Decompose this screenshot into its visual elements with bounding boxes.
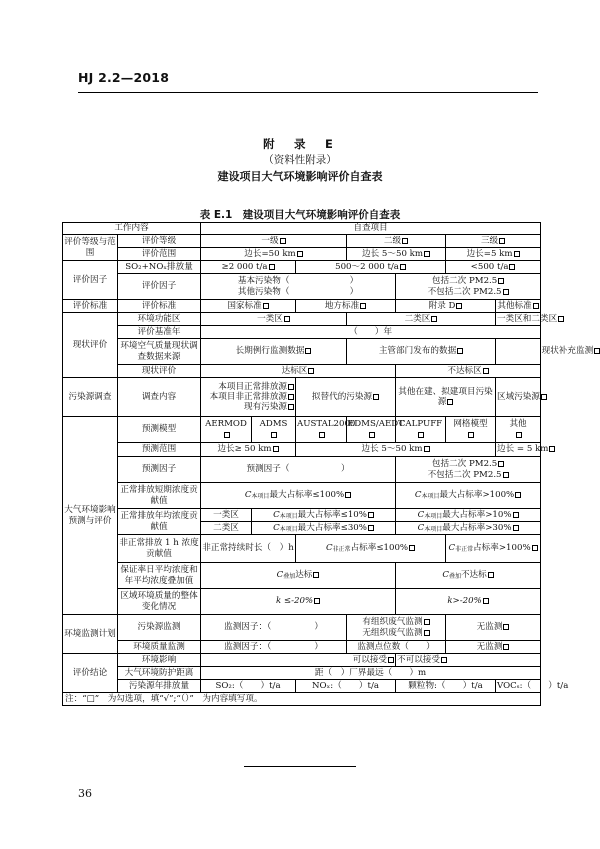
checkbox[interactable] — [368, 525, 374, 531]
checkbox[interactable] — [369, 432, 375, 438]
items-header: 自查项目 — [201, 223, 541, 235]
checkbox[interactable] — [499, 238, 505, 244]
checkbox[interactable] — [488, 572, 494, 578]
checkbox[interactable] — [284, 316, 290, 322]
checkbox[interactable] — [400, 264, 406, 270]
checkbox[interactable] — [513, 525, 519, 531]
checkbox[interactable] — [271, 432, 277, 438]
region-label: 区域环境质量的整体变化情况 — [118, 589, 201, 615]
checkbox[interactable] — [224, 432, 230, 438]
status-zone-row — [63, 313, 541, 326]
grade-level2: 二级 — [347, 235, 446, 248]
abnormal-duration: 非正常持续时长（ ）h — [201, 535, 296, 563]
checkbox[interactable] — [503, 472, 509, 478]
checkbox[interactable] — [314, 598, 320, 604]
checkbox[interactable] — [549, 446, 555, 452]
status-year-row — [63, 326, 541, 339]
monitor-none: 无监测 — [446, 615, 541, 641]
checkbox[interactable] — [418, 432, 424, 438]
self-check-table — [62, 222, 594, 706]
annual-row-1 — [63, 509, 541, 522]
appendix-type: （资料性附录） — [263, 154, 337, 166]
checkbox[interactable] — [288, 404, 294, 410]
eval-nok: 不达标区 — [396, 365, 541, 378]
region-1: k ≤-20% — [201, 589, 396, 615]
zone-label: 环境功能区 — [118, 313, 201, 326]
monitor-section: 环境监测计划 — [63, 615, 118, 654]
checkbox[interactable] — [532, 545, 538, 551]
standard-4: 其他标准 — [496, 300, 541, 313]
header-rule — [78, 92, 538, 93]
pollution-section: 污染源调查 — [63, 378, 118, 417]
impact-label: 环境影响 — [118, 654, 201, 667]
conclusion-section: 评价结论 — [63, 654, 118, 693]
work-header: 工作内容 — [63, 223, 201, 235]
checkbox[interactable] — [319, 432, 325, 438]
header-row — [63, 223, 541, 235]
checkbox[interactable] — [503, 624, 509, 630]
emission-total-label: 污染源年排放量 — [118, 680, 201, 693]
annual-label: 正常排放年均浓度贡献值 — [118, 509, 201, 535]
status-section: 现状评价 — [63, 313, 118, 378]
pollution-label: 调查内容 — [118, 378, 201, 417]
checkbox[interactable] — [308, 368, 314, 374]
monitor-env-row — [63, 641, 541, 654]
checkbox[interactable] — [280, 238, 286, 244]
checkbox[interactable] — [424, 446, 430, 452]
grade-level3: 三级 — [446, 235, 541, 248]
table-title: 表 E.1 建设项目大气环境影响评价自查表 — [199, 209, 401, 221]
region-row — [63, 589, 541, 615]
annual-a4: C本项目最大占标率>30% — [396, 522, 541, 535]
checkbox[interactable] — [297, 251, 303, 257]
annual-a3: C本项目最大占标率≤30% — [252, 522, 396, 535]
checkbox[interactable] — [503, 644, 509, 650]
grade-level-row — [63, 235, 541, 248]
checkbox[interactable] — [457, 348, 463, 354]
source-3 — [496, 339, 541, 365]
emission-2: 500～2 000 t/a — [296, 261, 446, 274]
abnormal-label: 非正常排放 1 h 浓度贡献值 — [118, 535, 201, 563]
guarantee-label: 保证率日平均浓度和年平均浓度叠加值 — [118, 563, 201, 589]
pred-range-1: 边长≥ 50 km — [201, 443, 296, 457]
checkbox[interactable] — [388, 657, 394, 663]
note-row — [63, 693, 541, 706]
zone-3: 一类区和二类区 — [496, 313, 541, 326]
annual-zone1: 一类区 — [201, 509, 252, 522]
emission-total-row — [63, 680, 541, 693]
annual-a2: C本项目最大占标率>10% — [396, 509, 541, 522]
standard-1: 国家标准 — [201, 300, 296, 313]
checkbox[interactable] — [273, 446, 279, 452]
distance-row — [63, 667, 541, 680]
checkbox[interactable] — [305, 348, 311, 354]
grade-level1: 一级 — [201, 235, 347, 248]
checkbox[interactable] — [360, 303, 366, 309]
factor-label: 评价因子 — [118, 274, 201, 300]
model-4: EDMS/AEDT — [347, 417, 396, 443]
pred-factor-label: 预测因子 — [118, 457, 201, 483]
abnormal-1: C非正常占标率≤100% — [296, 535, 446, 563]
checkbox[interactable] — [345, 492, 351, 498]
checkbox[interactable] — [513, 512, 519, 518]
checkbox[interactable] — [441, 657, 447, 663]
checkbox[interactable] — [483, 368, 489, 374]
model-row — [63, 417, 541, 443]
short-row — [63, 483, 541, 509]
standard-section: 评价标准 — [63, 300, 118, 313]
checkbox[interactable] — [541, 394, 547, 400]
checkbox[interactable] — [368, 512, 374, 518]
monitor-src-row — [63, 615, 541, 641]
impact-row — [63, 654, 541, 667]
grade-level-label: 评价等级 — [118, 235, 201, 248]
checkbox[interactable] — [288, 384, 294, 390]
checkbox[interactable] — [447, 399, 453, 405]
factor-emission-row — [63, 261, 541, 274]
grade-range-label: 评价范围 — [118, 248, 201, 261]
checkbox[interactable] — [509, 264, 515, 270]
so2: SO₂:（ ）t/a — [201, 680, 296, 693]
source-label: 环境空气质量现状调查数据来源 — [118, 339, 201, 365]
monitor-org: 有组织废气监测 无组织废气监测 — [347, 615, 446, 641]
checkbox[interactable] — [424, 630, 430, 636]
annual-a1: C本项目最大占标率≤10% — [252, 509, 396, 522]
appendix-title: 建设项目大气环境影响评价自查表 — [217, 170, 383, 183]
model-5: CALPUFF — [396, 417, 446, 443]
pred-range-3: 边长 = 5 km — [496, 443, 541, 457]
pm: 颗粒物:（ ）t/a — [396, 680, 496, 693]
short-label: 正常排放短期浓度贡献值 — [118, 483, 201, 509]
checkbox[interactable] — [533, 303, 539, 309]
checkbox[interactable] — [515, 492, 521, 498]
checkbox[interactable] — [424, 619, 430, 625]
zone-2: 二类区 — [347, 313, 496, 326]
pollution-a: 本项目正常排放源 本项目非正常排放源 现有污染源 — [201, 378, 296, 417]
checkbox[interactable] — [313, 572, 319, 578]
monitor-src-factor: 监测因子：（ ） — [201, 615, 347, 641]
checkbox[interactable] — [498, 461, 504, 467]
short-2: C本项目最大占标率>100% — [396, 483, 541, 509]
checkbox[interactable] — [483, 598, 489, 604]
pollution-c: 其他在建、拟建项目污染源 — [396, 378, 496, 417]
short-1: C本项目最大占标率≤100% — [201, 483, 396, 509]
abnormal-2: C非正常占标率>100% — [446, 535, 541, 563]
pred-range-row — [63, 443, 541, 457]
pollution-d: 区域污染源 — [496, 378, 541, 417]
checkbox[interactable] — [516, 432, 522, 438]
grade-section: 评价等级与范围 — [63, 235, 118, 261]
pred-range-2: 边长 5～50 km — [296, 443, 496, 457]
factor-row — [63, 274, 541, 300]
year-value: （ ）年 — [201, 326, 541, 339]
guarantee-1: C叠加达标 — [201, 563, 396, 589]
checkbox[interactable] — [409, 545, 415, 551]
checkbox[interactable] — [503, 289, 509, 295]
zone-1: 一类区 — [201, 313, 347, 326]
region-2: k>-20% — [396, 589, 541, 615]
pollution-b: 拟替代的污染源 — [296, 378, 396, 417]
checkbox[interactable] — [424, 251, 430, 257]
status-source-row: 环境空气质量现状调查数据来源 长期例行监测数据 主管部门发布的数据 现状补充监测 — [63, 339, 541, 365]
guarantee-row — [63, 563, 541, 589]
checkbox[interactable] — [263, 303, 269, 309]
voc: VOCₛ:（ ）t/a — [497, 680, 569, 691]
model-label: 预测模型 — [118, 417, 201, 443]
monitor-points: 监测点位数（ ） — [347, 641, 446, 654]
appendix-label: 附 录 E — [263, 137, 337, 151]
checkbox[interactable] — [431, 316, 437, 322]
monitor-env-none: 无监测 — [446, 641, 541, 654]
checkbox[interactable] — [373, 394, 379, 400]
pred-factor-value: 预测因子（ ） — [201, 457, 396, 483]
annual-zone2: 二类区 — [201, 522, 252, 535]
standard-3: 附录 D — [396, 300, 496, 313]
checkbox[interactable] — [594, 348, 600, 354]
grade-range3: 边长=5 km — [446, 248, 541, 261]
source-2: 主管部门发布的数据 — [347, 339, 496, 365]
grade-range2: 边长 5～50 km — [347, 248, 446, 261]
factor-pollutants: 基本污染物（ ） 其他污染物（ ） — [201, 274, 396, 300]
eval-label: 现状评价 — [118, 365, 201, 378]
factor-pm: 包括二次 PM2.5 不包括二次 PM2.5 — [396, 274, 541, 300]
emission-1: ≥2 000 t/a — [201, 261, 296, 274]
pollution-row — [63, 378, 541, 417]
standard-row — [63, 300, 541, 313]
impact-reject: 不可以接受 — [396, 654, 541, 667]
source-1: 长期例行监测数据 — [201, 339, 347, 365]
page-number: 36 — [78, 787, 92, 800]
impact-accept: 可以接受 — [201, 654, 396, 667]
status-eval-row — [63, 365, 541, 378]
grade-range1: 边长=50 km — [201, 248, 347, 261]
standard-number: HJ 2.2—2018 — [78, 70, 170, 85]
checkbox[interactable] — [288, 394, 294, 400]
model-7: 其他 — [496, 417, 541, 443]
nox: NOₓ:（ ）t/a — [296, 680, 396, 693]
year-label: 评价基准年 — [118, 326, 201, 339]
monitor-env-factor: 监测因子：（ ） — [201, 641, 347, 654]
model-3: AUSTAL2000 — [296, 417, 347, 443]
factor-section: 评价因子 — [63, 261, 118, 300]
pred-range-label: 预测范围 — [118, 443, 201, 457]
prediction-section: 大气环境影响预测与评价 — [63, 417, 118, 615]
checkbox[interactable] — [514, 251, 520, 257]
grade-range-row — [63, 248, 541, 261]
model-1: AERMOD — [201, 417, 252, 443]
checkbox[interactable] — [468, 432, 474, 438]
checkbox[interactable] — [558, 316, 564, 322]
emission-label: SO₂+NOₓ排放量 — [118, 261, 201, 274]
checkbox[interactable] — [402, 238, 408, 244]
guarantee-2: C叠加不达标 — [396, 563, 541, 589]
emission-3: <500 t/a — [446, 261, 541, 274]
eval-ok: 达标区 — [201, 365, 396, 378]
checkbox[interactable] — [269, 264, 275, 270]
distance-value: 距（ ）厂界最远（ ）m — [201, 667, 541, 680]
pred-factor-row — [63, 457, 541, 483]
note: 注：“□” 为勾选项，填“√”;“（）” 为内容填写项。 — [63, 693, 541, 706]
monitor-src-label: 污染源监测 — [118, 615, 201, 641]
checkbox[interactable] — [498, 278, 504, 284]
model-2: ADMS — [252, 417, 296, 443]
distance-label: 大气环境防护距离 — [118, 667, 201, 680]
model-6: 网格模型 — [446, 417, 496, 443]
pred-factor-pm: 包括二次 PM2.5 不包括二次 PM2.5 — [396, 457, 541, 483]
monitor-env-label: 环境质量监测 — [118, 641, 201, 654]
checkbox[interactable] — [456, 303, 462, 309]
standard-label: 评价标准 — [118, 300, 201, 313]
standard-2: 地方标准 — [296, 300, 396, 313]
abnormal-row — [63, 535, 541, 563]
footnote-rule — [244, 766, 356, 767]
